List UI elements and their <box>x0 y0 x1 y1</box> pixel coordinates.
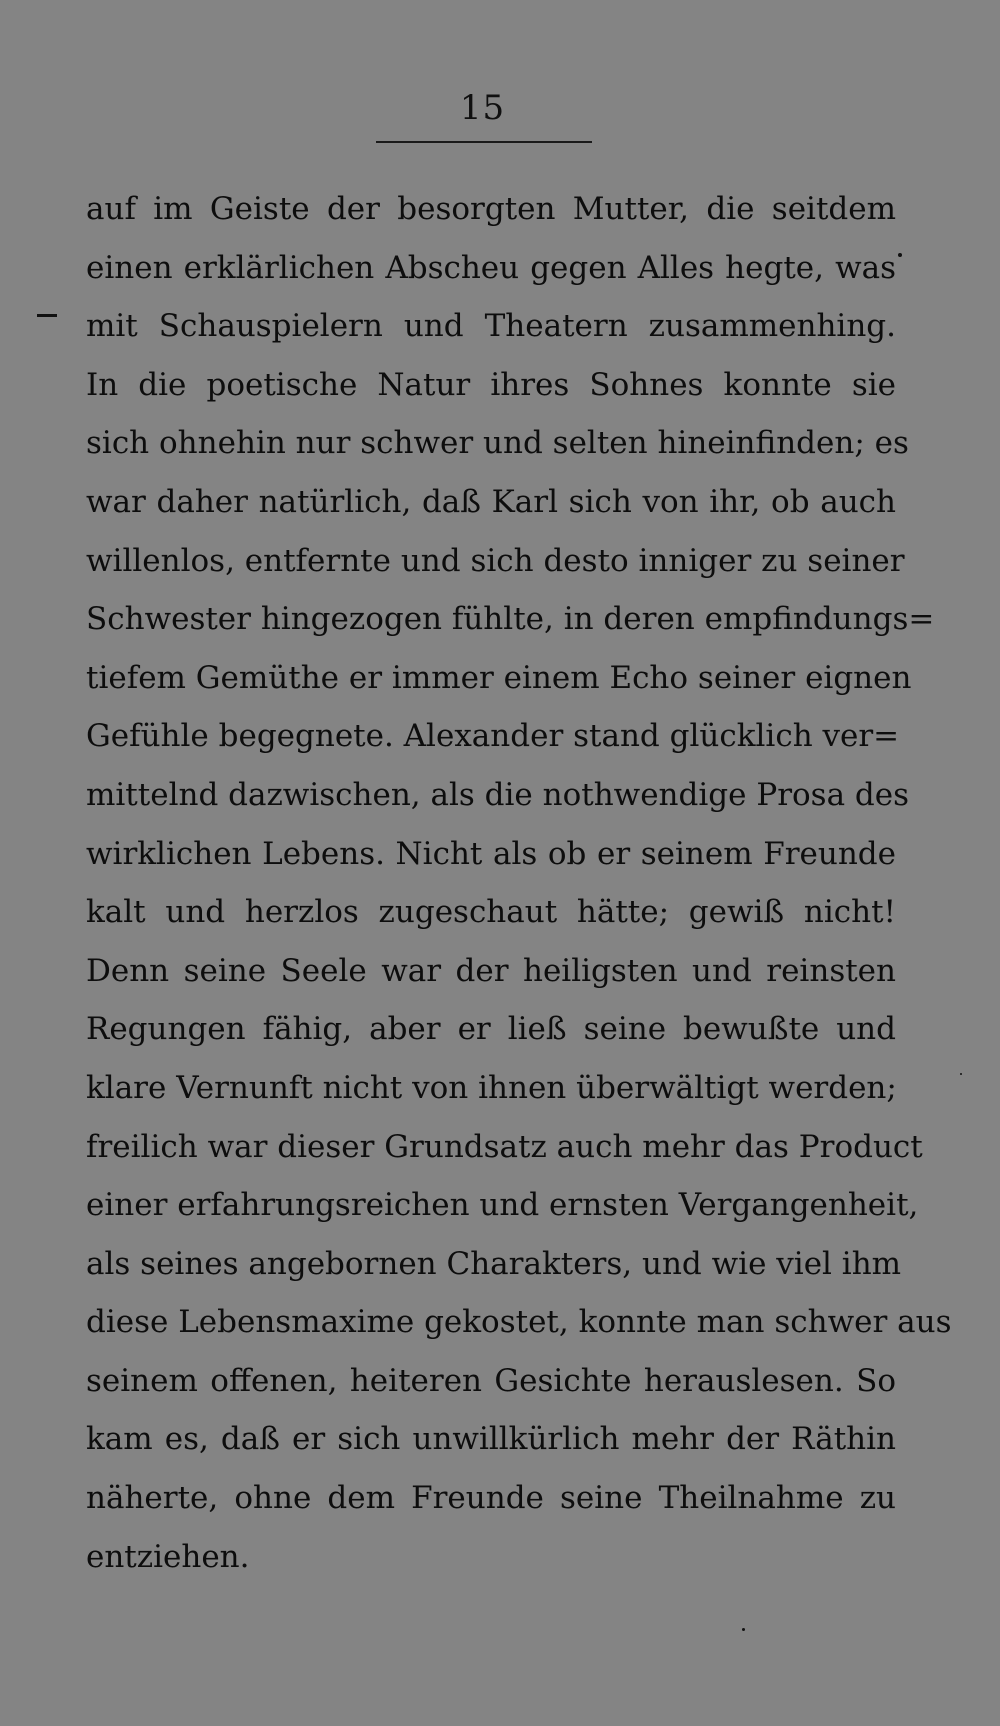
text-line: klare Vernunft nicht von ihnen überwältigt werden; <box>86 1069 897 1106</box>
text-line: als seines angebornen Charakters, und wie viel ihm <box>86 1245 902 1282</box>
text-line: diese Lebensmaxime gekostet, konnte man schwer aus <box>86 1304 952 1341</box>
header-rule <box>376 141 592 143</box>
text-line: tiefem Gemüthe er immer einem Echo seiner eignen <box>86 659 912 696</box>
text-line: Schwester hingezogen fühlte, in deren empfindungs= <box>86 601 935 638</box>
text-line: auf im Geiste der besorgten Mutter, die seitdem <box>86 191 896 227</box>
text-line: näherte, ohne dem Freunde seine Theilnahme zu <box>86 1480 896 1517</box>
text-line: Regungen fähig, aber er ließ seine bewußte und <box>86 1011 896 1048</box>
text-line: In die poetische Natur ihres Sohnes konnte sie <box>86 366 896 403</box>
margin-mark <box>37 314 57 317</box>
print-speck <box>960 1073 962 1075</box>
text-line: wirklichen Lebens. Nicht als ob er seinem Freunde <box>86 835 896 872</box>
text-line: war daher natürlich, daß Karl sich von ihr, ob auch <box>86 483 896 520</box>
text-line: seinem offenen, heiteren Gesichte herauslesen. So <box>86 1362 896 1399</box>
body-text <box>86 180 952 1586</box>
text-line: mit Schauspielern und Theatern zusammenhing. <box>86 308 896 345</box>
page-number: 15 <box>459 88 506 128</box>
text-line: mittelnd dazwischen, als die nothwendige Prosa des <box>86 776 910 813</box>
text-line: willenlos, entfernte und sich desto inniger zu seiner <box>86 542 905 579</box>
text-line: einen erklärlichen Abscheu gegen Alles hegte, was <box>86 249 896 286</box>
text-line: kalt und herzlos zugeschaut hätte; gewiß nicht! <box>86 894 896 931</box>
print-speck <box>898 253 902 257</box>
text-line: kam es, daß er sich unwillkürlich mehr der Räthin <box>86 1421 896 1458</box>
print-speck <box>742 1628 745 1631</box>
text-line: einer erfahrungsreichen und ernsten Vergangenheit, <box>86 1187 919 1224</box>
text-line: freilich war dieser Grundsatz auch mehr das Product <box>86 1128 923 1165</box>
text-line: Denn seine Seele war der heiligsten und reinsten <box>86 952 896 989</box>
text-line: Gefühle begegnete. Alexander stand glücklich ver= <box>86 718 900 755</box>
text-line: sich ohnehin nur schwer und selten hineinfinden; es <box>86 425 909 462</box>
text-line: entziehen. <box>86 1538 250 1575</box>
